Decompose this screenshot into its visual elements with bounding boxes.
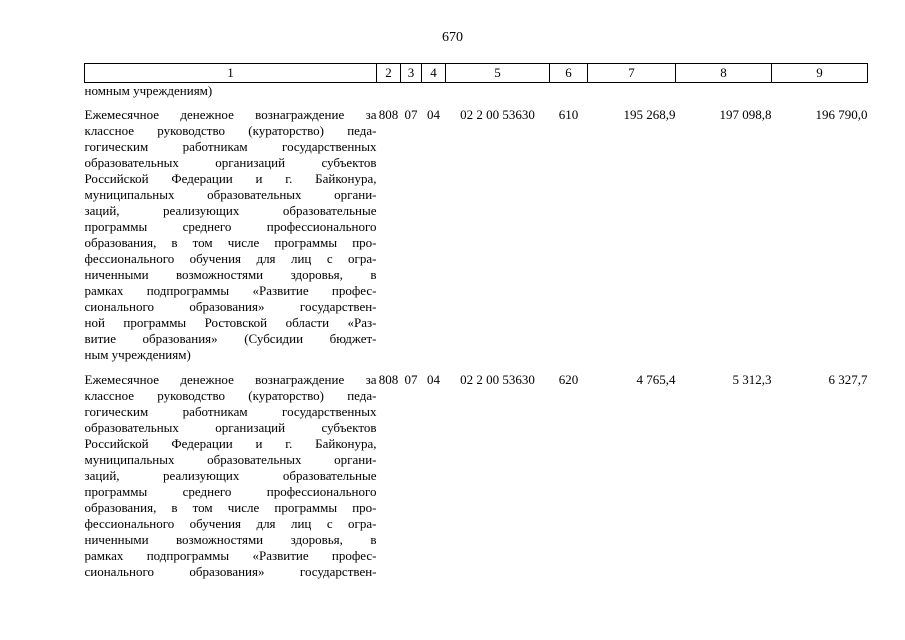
description-line: гогическим работникам государственных [84, 404, 377, 419]
description-line: муниципальных образовательных органи- [84, 187, 377, 202]
header-col-1: 1 [85, 64, 377, 83]
row-col-7: 195 268,9 [623, 107, 676, 122]
description-line: муниципальных образовательных органи- [84, 452, 377, 467]
description-line: фессионального обучения для лиц с огра- [84, 251, 377, 266]
description-line: программы среднего профессионального [84, 219, 377, 234]
row-col-8: 5 312,3 [732, 372, 772, 387]
header-col-9: 9 [772, 64, 868, 83]
description-line: ной программы Ростовской области «Раз- [84, 315, 377, 330]
row-col-9: 6 327,7 [828, 372, 868, 387]
description-line: заций, реализующих образовательные [84, 203, 377, 218]
description-line: программы среднего профессионального [84, 484, 377, 499]
header-row [85, 64, 868, 83]
description-line: сионального образования» государствен- [84, 299, 377, 314]
row-description [85, 107, 377, 372]
row-col-2: 808 [378, 372, 399, 387]
description-line: фессионального обучения для лиц с огра- [84, 516, 377, 531]
description-line: рамках подпрограммы «Развитие профес- [84, 548, 377, 563]
row-col-2: 808 [378, 107, 399, 122]
table-row [85, 372, 868, 589]
description-line: классное руководство (кураторство) педа- [84, 388, 377, 403]
header-col-7: 7 [588, 64, 676, 83]
description-line: гогическим работникам государственных [84, 139, 377, 154]
row-col-6: 610 [558, 107, 579, 122]
row-col-7: 4 765,4 [636, 372, 676, 387]
row-col-5: 02 2 00 53630 [460, 107, 535, 122]
row-col-3: 07 [404, 372, 418, 387]
header-col-8: 8 [676, 64, 772, 83]
description-line: ным учреждениям) [84, 347, 191, 362]
description-line: Ежемесячное денежное вознаграждение за [84, 372, 377, 387]
table-row [85, 107, 868, 372]
budget-table [84, 63, 868, 589]
page-number: 670 [442, 30, 463, 45]
row-col-8: 197 098,8 [719, 107, 772, 122]
header-col-6: 6 [550, 64, 588, 83]
continuation-row [85, 83, 868, 108]
header-col-4: 4 [422, 64, 446, 83]
row-col-4: 04 [427, 107, 440, 122]
row-col-5: 02 2 00 53630 [460, 372, 535, 387]
row-col-4: 04 [427, 372, 440, 387]
description-line: заций, реализующих образовательные [84, 468, 377, 483]
header-col-3: 3 [401, 64, 422, 83]
description-line: Ежемесячное денежное вознаграждение за [84, 107, 377, 122]
row-col-6: 620 [558, 372, 579, 387]
description-line: витие образования» (Субсидии бюджет- [84, 331, 377, 346]
description-line: ниченными возможностями здоровья, в [84, 532, 377, 547]
description-line: ниченными возможностями здоровья, в [84, 267, 377, 282]
description-line: образовательных организаций субъектов [84, 155, 377, 170]
description-line: образования, в том числе программы про- [84, 235, 377, 250]
description-line: образования, в том числе программы про- [84, 500, 377, 515]
header-col-5: 5 [446, 64, 550, 83]
description-line: сионального образования» государствен- [84, 564, 377, 579]
description-line: Российской Федерации и г. Байконура, [84, 436, 377, 451]
description-line: Российской Федерации и г. Байконура, [84, 171, 377, 186]
row-description [85, 372, 377, 589]
header-col-2: 2 [377, 64, 401, 83]
description-line: рамках подпрограммы «Развитие профес- [84, 283, 377, 298]
description-line: классное руководство (кураторство) педа- [84, 123, 377, 138]
description-line: образовательных организаций субъектов [84, 420, 377, 435]
row-col-3: 07 [404, 107, 418, 122]
row-col-9: 196 790,0 [815, 107, 868, 122]
continuation-text: номным учреждениям) [84, 83, 213, 98]
